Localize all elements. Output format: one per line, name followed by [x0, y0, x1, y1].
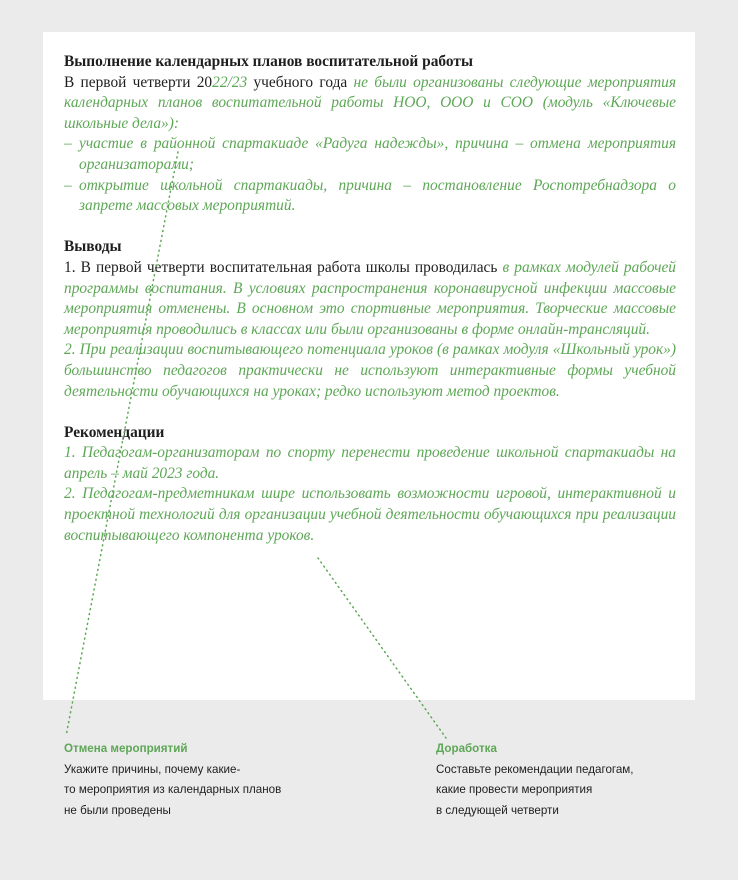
note-left-line: Укажите причины, почему какие-: [64, 762, 241, 776]
note-right-line: в следующей четверти: [436, 803, 559, 817]
section-title-recommendations: Рекомендации: [64, 423, 165, 441]
conclusion-2: 2. При реализации воспитывающего потенциала уроков (в рамках модуля «Школьный урок») большинство педагогов практически не используют интерактивные формы учебной деятельности обучающихся на уроках; редко используют метод проектов.: [64, 341, 676, 400]
list-item-text: участие в районной спартакиаде «Радуга надежды», причина – отмена мероприятия организаторами;: [79, 135, 676, 173]
note-left-title: Отмена мероприятий: [64, 742, 188, 755]
intro-plain-b: учебного года: [247, 73, 354, 91]
list-dash: –: [64, 176, 72, 194]
note-right-title: Доработка: [436, 742, 497, 755]
conclusion-1-plain: 1. В первой четверти воспитательная работа школы проводилась: [64, 258, 503, 276]
conclusion-1-green: в рамках модулей рабочей программы воспитания. В условиях распространения коронавирусной инфекции массовые мероприятия отменены. В основном это спортивные мероприятия. Творческие массовые мероприятия проводились в классах или были организованы в форме онлайн-трансляций.: [64, 258, 677, 338]
intro-green: не были организованы следующие мероприятия календарных планов воспитательной работы НОО, ООО и СОО (модуль «Ключевые школьные дела»):: [64, 73, 676, 132]
note-left-line: то мероприятия из календарных планов: [64, 783, 282, 797]
note-left: [64, 739, 281, 821]
recommendation-1: 1. Педагогам-организаторам по спорту перенести проведение школьной спартакиады на апрель – май 2023 года.: [64, 444, 676, 482]
list-item-text: открытие школьной спартакиады, причина – постановление Роспотребнадзора о запрете массовых мероприятий.: [79, 176, 676, 215]
section-title-conclusions: Выводы: [64, 238, 122, 256]
note-right-line: какие провести мероприятия: [436, 783, 593, 797]
section-title-plans: Выполнение календарных планов воспитательной работы: [64, 53, 473, 70]
intro-plain-a: В первой четверти 20: [64, 73, 213, 91]
right-leader-line: [318, 558, 446, 738]
left-leader-line: [66, 152, 178, 736]
note-right-line: Составьте рекомендации педагогам,: [436, 762, 634, 776]
note-right: [436, 739, 634, 821]
list-dash: –: [64, 135, 72, 153]
recommendation-2: 2. Педагогам-предметникам шире использовать возможности игровой, интерактивной и проектной технологий для организации учебной деятельности обучающихся при реализации воспитывающего компонента уроков.: [64, 485, 676, 544]
note-left-line: не были проведены: [64, 803, 171, 817]
intro-year: 22/23: [212, 73, 248, 91]
